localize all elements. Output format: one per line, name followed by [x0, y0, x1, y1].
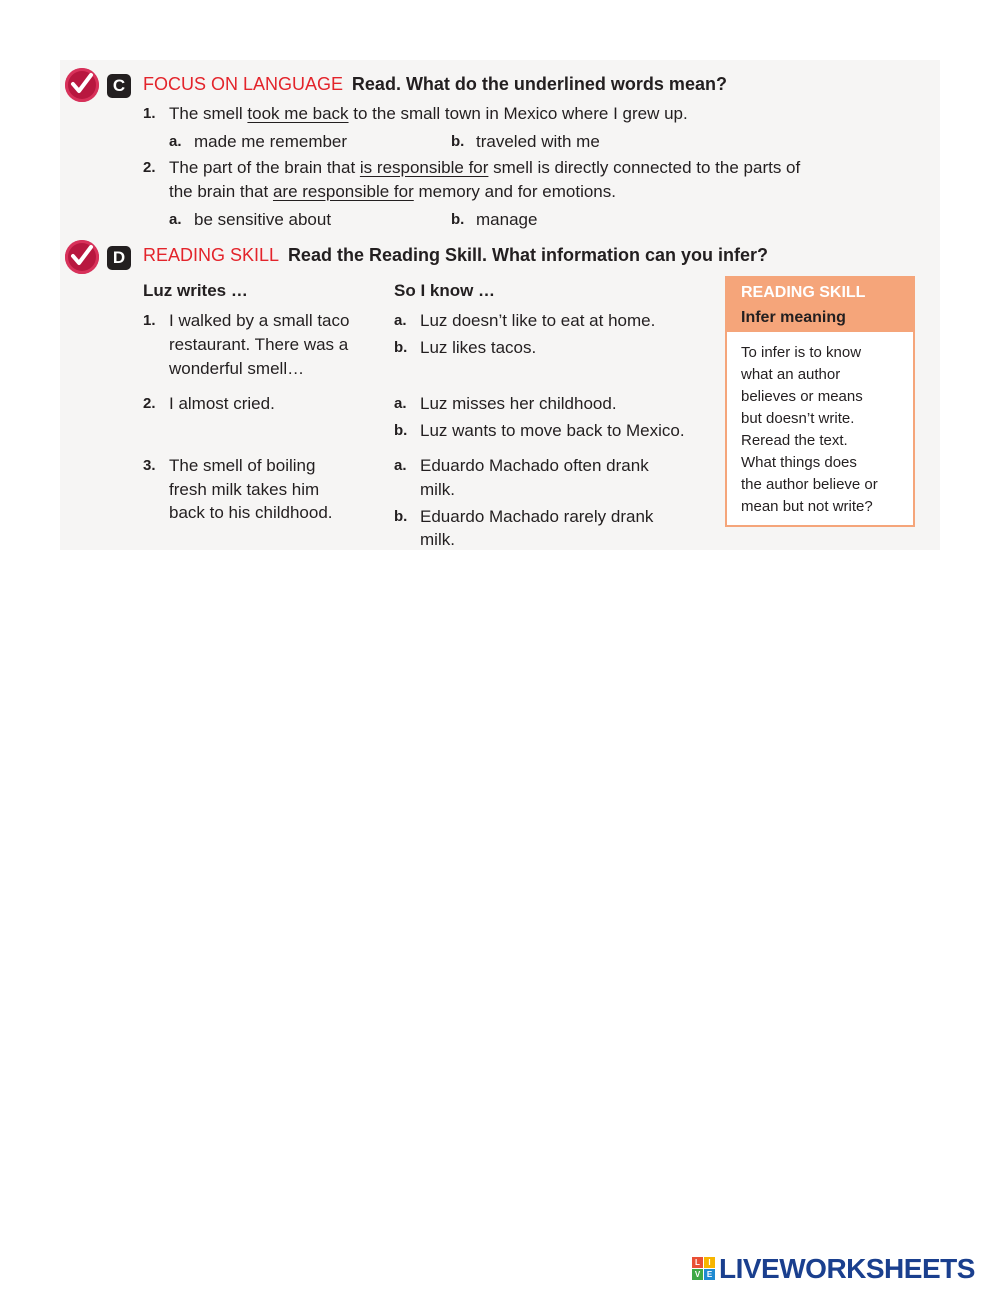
- c-item2-pre: The part of the brain that: [169, 158, 360, 177]
- logo-blocks-icon: [692, 1257, 716, 1281]
- c-item2-number: 2.: [143, 159, 156, 176]
- c-item1-opt-b-text[interactable]: traveled with me: [476, 132, 600, 151]
- d-item3-line: back to his childhood.: [169, 503, 333, 522]
- col2-header: So I know …: [394, 281, 496, 300]
- d-item2-line: I almost cried.: [169, 394, 275, 413]
- reading-skill-line: mean but not write?: [741, 498, 873, 515]
- d-item3-line: The smell of boiling: [169, 456, 316, 475]
- c-item2-line2-pre: the brain that: [169, 182, 273, 201]
- d-item1-opt-b-letter: b.: [394, 339, 408, 356]
- c-item1-underlined: took me back: [247, 104, 349, 123]
- d-item1-opt-a-text[interactable]: Luz doesn’t like to eat at home.: [420, 311, 656, 330]
- d-item3-opt-a-text[interactable]: Eduardo Machado often drank: [420, 456, 649, 475]
- logo-wordmark: LIVEWORKSHEETS: [719, 1253, 975, 1284]
- d-item2-opt-b-text[interactable]: Luz wants to move back to Mexico.: [420, 421, 685, 440]
- reading-skill-line: To infer is to know: [741, 344, 862, 361]
- d-item3-opt-b-letter: b.: [394, 508, 408, 525]
- checkmark-icon: [65, 240, 99, 274]
- reading-skill-line: but doesn’t write.: [741, 410, 855, 427]
- d-item1-number: 1.: [143, 312, 156, 329]
- d-item3-opt-b-text[interactable]: Eduardo Machado rarely drank: [420, 507, 654, 526]
- logo-block: I: [704, 1257, 715, 1268]
- d-item1-line: I walked by a small taco: [169, 311, 350, 330]
- d-item3-opt-a-letter: a.: [394, 457, 407, 474]
- c-item2-post: smell is directly connected to the parts of: [488, 158, 801, 177]
- c-item1-post: to the small town in Mexico where I grew up.: [348, 104, 688, 123]
- c-item1-text: [169, 102, 688, 126]
- section-d-letter: D: [107, 246, 131, 270]
- c-item2-opt-a-letter: a.: [169, 211, 182, 228]
- reading-skill-line: believes or means: [741, 388, 863, 405]
- c-item1-opt-b-letter: b.: [451, 133, 465, 150]
- col1-header: Luz writes …: [143, 281, 248, 300]
- section-d-instruction: Read the Reading Skill. What information can you infer?: [287, 245, 768, 265]
- reading-skill-title: Infer meaning: [741, 309, 846, 326]
- d-item2-number: 2.: [143, 395, 156, 412]
- c-item2-opt-a-text[interactable]: be sensitive about: [194, 210, 332, 229]
- c-item2-opt-b-text[interactable]: manage: [476, 210, 538, 229]
- d-item2-opt-a-letter: a.: [394, 395, 407, 412]
- section-c-label: FOCUS ON LANGUAGE: [143, 74, 344, 94]
- d-item3-opt-a-text[interactable]: milk.: [420, 480, 455, 499]
- reading-skill-header: [727, 278, 913, 332]
- c-item2-line2-underlined: are responsible for: [272, 182, 414, 201]
- d-item3-line: fresh milk takes him: [169, 480, 320, 499]
- section-d-label: READING SKILL: [143, 245, 280, 265]
- reading-skill-body: [741, 342, 905, 518]
- reading-skill-line: What things does: [741, 454, 857, 471]
- logo-block: L: [692, 1257, 703, 1268]
- d-item1-opt-a-letter: a.: [394, 312, 407, 329]
- reading-skill-label: READING SKILL: [741, 284, 866, 301]
- logo-block: V: [692, 1269, 703, 1280]
- d-item2-opt-a-text[interactable]: Luz misses her childhood.: [420, 394, 617, 413]
- reading-skill-line: Reread the text.: [741, 432, 848, 449]
- d-item1-opt-b-text[interactable]: Luz likes tacos.: [420, 338, 537, 357]
- reading-skill-box: [725, 276, 915, 527]
- c-item2-underlined: is responsible for: [359, 158, 489, 177]
- c-item2-line2-post: memory and for emotions.: [413, 182, 616, 201]
- section-c-letter: C: [107, 74, 131, 98]
- d-item1-line: restaurant. There was a: [169, 335, 349, 354]
- c-item1-opt-a-letter: a.: [169, 133, 182, 150]
- d-item3-opt-b-text[interactable]: milk.: [420, 530, 455, 549]
- reading-skill-line: the author believe or: [741, 476, 878, 493]
- section-d-header: [143, 245, 768, 266]
- d-item3-number: 3.: [143, 457, 156, 474]
- checkmark-icon: [65, 68, 99, 102]
- c-item2-line1: [169, 156, 800, 180]
- logo-block: E: [704, 1269, 715, 1280]
- c-item2-opt-b-letter: b.: [451, 211, 465, 228]
- d-item2-opt-b-letter: b.: [394, 422, 408, 439]
- reading-skill-line: what an author: [741, 366, 841, 383]
- c-item1-pre: The smell: [169, 104, 248, 123]
- c-item2-line2: [169, 180, 616, 204]
- c-item1-opt-a-text[interactable]: made me remember: [194, 132, 348, 151]
- d-item1-line: wonderful smell…: [169, 359, 305, 378]
- c-item1-number: 1.: [143, 105, 156, 122]
- section-c-header: [143, 74, 727, 95]
- section-c-instruction: Read. What do the underlined words mean?: [351, 74, 727, 94]
